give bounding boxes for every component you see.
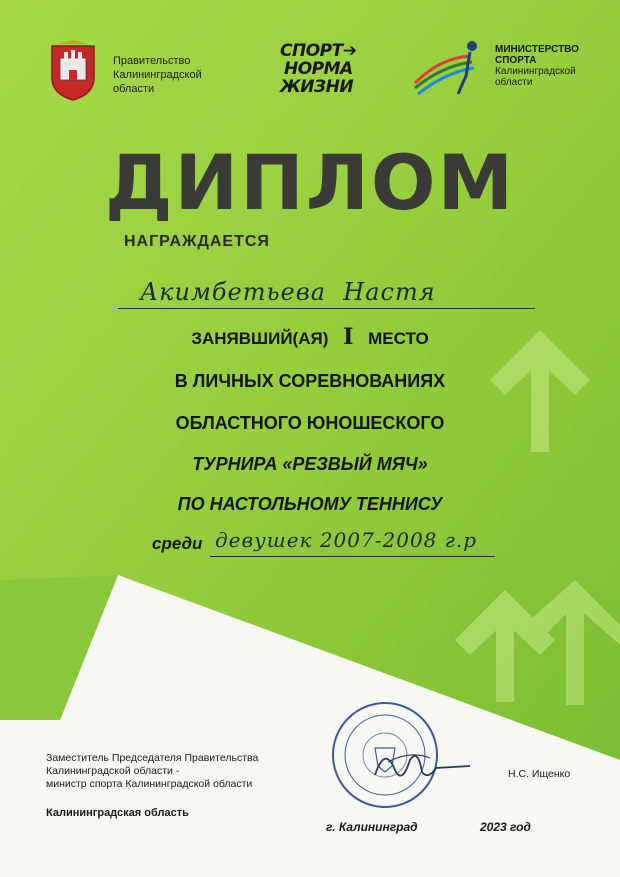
gov-label: Правительство Калининградской области <box>113 55 202 95</box>
signer-title: Заместитель Председателя Правительства Калининградской области - министр спорта Калининградской области <box>46 752 259 790</box>
among-label: среди <box>152 534 203 553</box>
recipient-name: Акимбетьева Настя <box>140 278 436 306</box>
ministry-label: МИНИСТЕРСТВО СПОРТА Калининградской области <box>495 44 579 88</box>
recipient-underline <box>118 308 535 309</box>
diploma-title: ДИПЛОМ <box>104 138 516 227</box>
place-prefix: ЗАНЯВШИЙ(АЯ) <box>191 329 329 348</box>
arrow-right-icon: ➔ <box>342 41 357 61</box>
signer-name: Н.С. Ищенко <box>508 768 571 780</box>
event-line-4: ПО НАСТОЛЬНОМУ ТЕННИСУ <box>177 494 443 514</box>
place-line <box>0 326 620 350</box>
signature <box>370 740 480 790</box>
place-number: I <box>343 324 354 350</box>
coat-of-arms <box>48 40 98 102</box>
event-line-2: ОБЛАСТНОГО ЮНОШЕСКОГО <box>175 413 445 433</box>
sport-norma-logo: СПОРТ➔ НОРМА ЖИЗНИ <box>280 41 357 97</box>
awarded-label: НАГРАЖДАЕТСЯ <box>124 233 270 250</box>
region-label: Калининградская область <box>46 807 189 819</box>
event-line-1: В ЛИЧНЫХ СОРЕВНОВАНИЯХ <box>174 371 446 391</box>
place-suffix: МЕСТО <box>368 329 429 348</box>
among-underline <box>210 556 495 557</box>
year-label: 2023 год <box>480 820 531 834</box>
among-value: девушек 2007-2008 г.р <box>215 528 478 552</box>
ministry-logo <box>410 38 490 98</box>
city-label: г. Калининград <box>326 820 418 834</box>
event-line-3: ТУРНИРА «РЕЗВЫЙ МЯЧ» <box>192 454 428 474</box>
